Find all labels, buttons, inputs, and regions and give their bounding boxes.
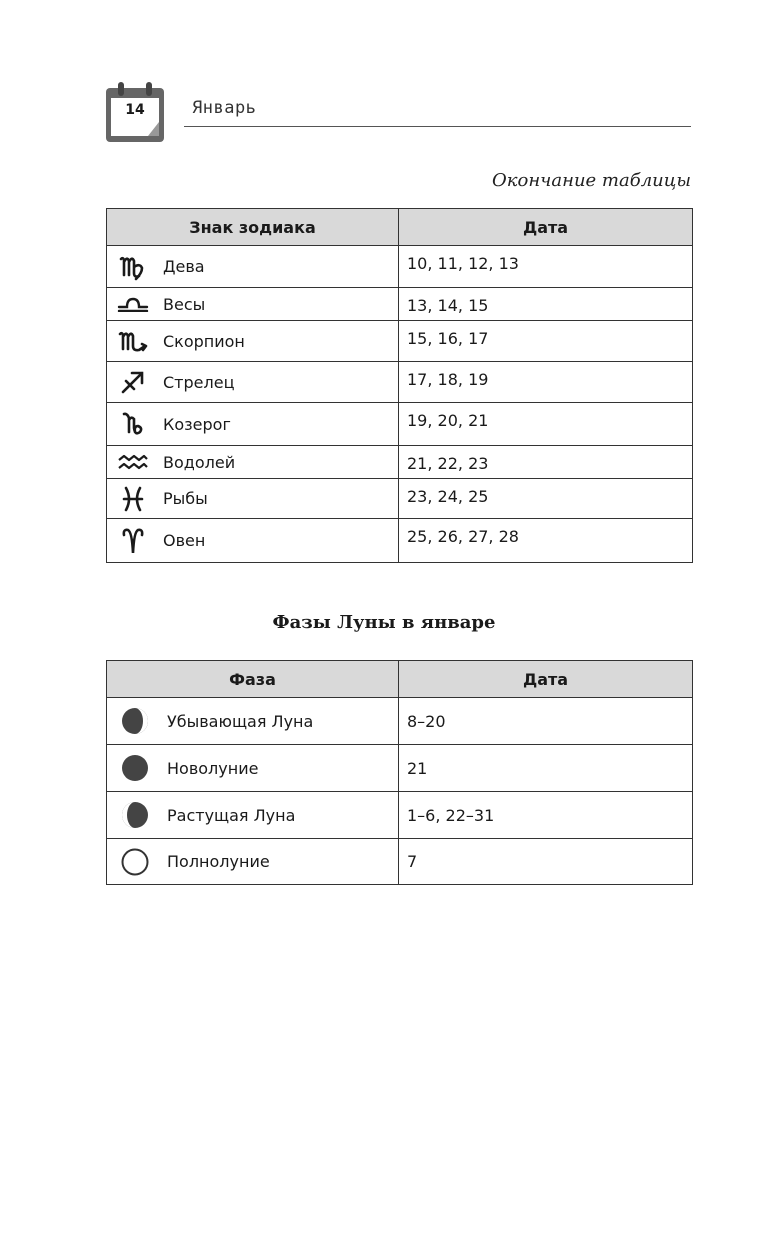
sign-name: Скорпион [163,331,245,351]
header-rule [184,126,691,127]
column-header-date: Дата [399,661,693,698]
table-row [107,792,693,839]
date-cell: 10, 11, 12, 13 [399,246,693,288]
date-cell: 17, 18, 19 [399,362,693,403]
virgo-icon [107,253,159,281]
column-header-sign: Знак зодиака [107,209,399,246]
sign-name: Стрелец [163,372,235,392]
table-row [107,288,693,321]
pisces-icon [107,486,159,512]
date-cell: 1–6, 22–31 [399,792,693,839]
date-cell: 21, 22, 23 [399,446,693,479]
new-moon-icon [107,753,163,783]
date-cell: 23, 24, 25 [399,479,693,519]
sign-name: Рыбы [163,489,208,508]
sign-name: Весы [163,294,206,314]
table-row [107,246,693,288]
month-label: Январь [192,98,257,118]
aquarius-icon [107,454,159,470]
sign-name: Козерог [163,414,231,434]
date-cell: 8–20 [399,698,693,745]
sign-name: Водолей [163,452,236,472]
moon-phase-table [106,660,693,885]
phase-name: Убывающая Луна [167,711,314,731]
phase-name: Полнолуние [167,852,270,871]
table-row [107,745,693,792]
table-row [107,403,693,446]
aries-icon [107,527,159,555]
table-row [107,698,693,745]
table-row [107,479,693,519]
table-row [107,362,693,403]
sign-name: Дева [163,257,205,276]
column-header-date: Дата [399,209,693,246]
table-row [107,321,693,362]
libra-icon [107,296,159,312]
table-row [107,519,693,563]
zodiac-table [106,208,693,563]
date-cell: 21 [399,745,693,792]
full-moon-icon [107,847,163,877]
scorpio-icon [107,328,159,354]
sign-name: Овен [163,531,206,550]
date-cell: 7 [399,839,693,885]
capricorn-icon [107,410,159,438]
page-header [104,76,692,146]
table-header-row [107,661,693,698]
waxing-moon-icon [107,800,163,830]
phase-name: Новолуние [167,758,259,778]
date-cell: 13, 14, 15 [399,288,693,321]
table-header-row [107,209,693,246]
date-cell: 15, 16, 17 [399,321,693,362]
page-number: 14 [125,102,145,118]
date-cell: 25, 26, 27, 28 [399,519,693,563]
table-row [107,839,693,885]
table-continuation-caption: Окончание таблицы [491,170,691,191]
date-cell: 19, 20, 21 [399,403,693,446]
moon-phases-title: Фазы Луны в январе [272,612,496,633]
table-row [107,446,693,479]
waning-moon-icon [107,706,163,736]
phase-name: Растущая Луна [167,805,296,825]
sagittarius-icon [107,369,159,395]
column-header-phase: Фаза [107,661,399,698]
calendar-icon [104,82,166,144]
